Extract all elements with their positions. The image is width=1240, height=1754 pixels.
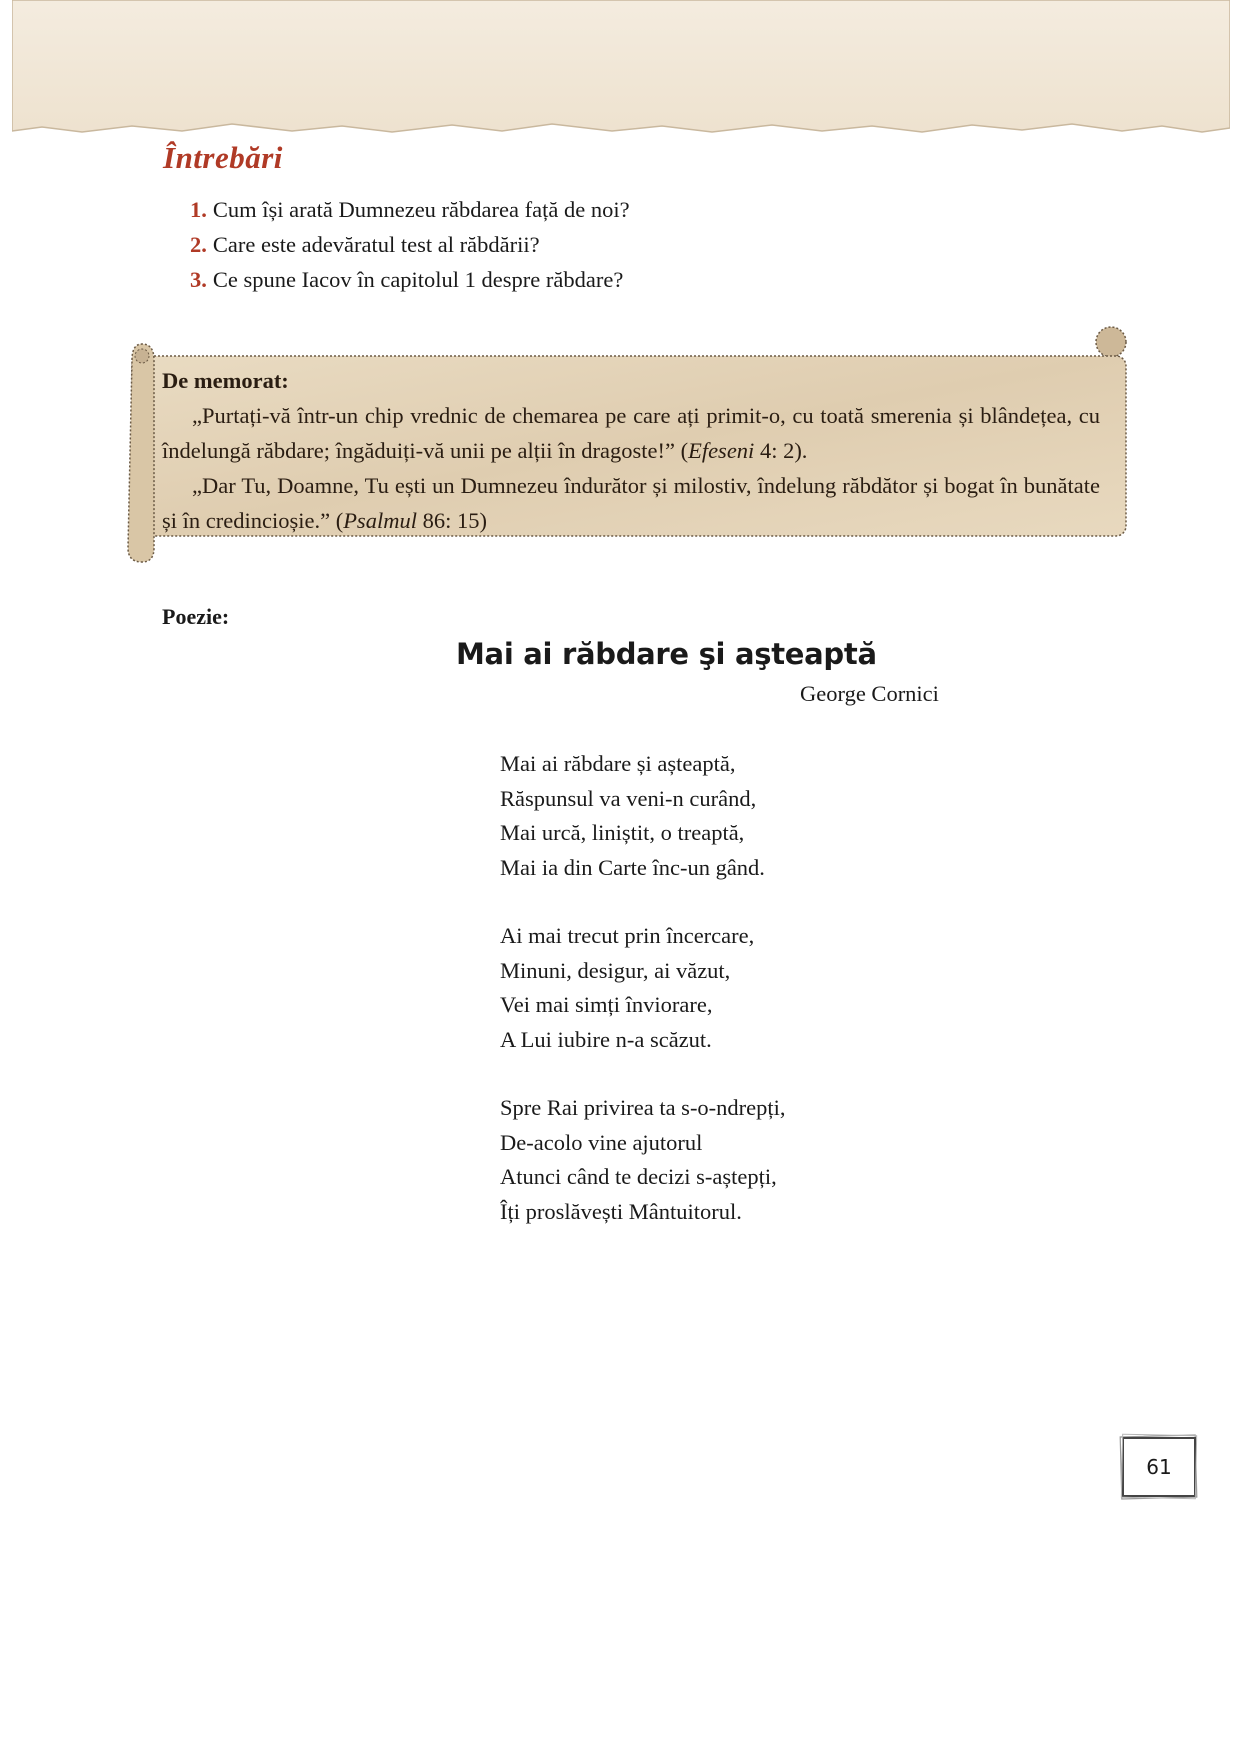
verse-reference-book: Efeseni	[688, 438, 755, 463]
memorize-title: De memorat:	[162, 368, 289, 393]
poem-line: Mai ia din Carte înc-un gând.	[500, 854, 765, 880]
poem-line: Mai ai răbdare și așteaptă,	[500, 751, 736, 776]
questions-heading: Întrebări	[163, 140, 283, 175]
question-item	[190, 227, 630, 262]
question-text: Cum își arată Dumnezeu răbdarea față de noi?	[212, 197, 630, 222]
question-number: 1.	[190, 197, 207, 222]
poem-title: Mai ai răbdare şi aşteaptă	[456, 637, 877, 671]
poem-line: Mai urcă, liniștit, o treaptă,	[500, 820, 745, 845]
memorize-box	[162, 363, 1100, 538]
poem-author: George Cornici	[800, 681, 939, 706]
poem-label: Poezie:	[162, 604, 230, 629]
poem-line: Atunci când te decizi s-aștepți,	[500, 1164, 777, 1189]
verse-reference: 86: 15)	[416, 508, 487, 533]
question-item	[190, 192, 630, 227]
poem-line: Spre Rai privirea ta s-o-ndrepți,	[500, 1095, 786, 1120]
poem-line: Îți proslăvești Mântuitorul.	[500, 1198, 742, 1224]
verse-reference-book: Psalmul	[343, 508, 417, 533]
question-item	[190, 262, 630, 297]
page-number: 61	[1146, 1455, 1172, 1479]
poem-line: A Lui iubire n-a scăzut.	[500, 1026, 712, 1052]
poem-stanza	[500, 747, 765, 885]
verse-text: „Dar Tu, Doamne, Tu ești un Dumnezeu îndurător și milostiv, îndelung răbdător și bogat în bunătate și în credincioșie.” (	[162, 473, 1100, 533]
poem-line: Ai mai trecut prin încercare,	[500, 923, 755, 948]
memory-verse	[162, 468, 1100, 538]
verse-reference: 4: 2).	[754, 438, 808, 463]
poem-line: Vei mai simți înviorare,	[500, 992, 713, 1017]
questions-list	[190, 192, 630, 297]
question-number: 2.	[190, 232, 207, 257]
question-text: Care este adevăratul test al răbdării?	[212, 232, 540, 257]
page-number-box	[1119, 1433, 1199, 1501]
top-paper-band	[12, 0, 1230, 150]
poem-line: De-acolo vine ajutorul	[500, 1129, 703, 1155]
poem-stanza	[500, 919, 754, 1057]
question-number: 3.	[190, 267, 207, 292]
poem-line: Răspunsul va veni-n curând,	[500, 785, 757, 811]
poem-stanza	[500, 1091, 786, 1229]
question-text: Ce spune Iacov în capitolul 1 despre răbdare?	[212, 267, 624, 292]
poem-line: Minuni, desigur, ai văzut,	[500, 957, 731, 983]
memory-verse	[162, 398, 1100, 468]
verse-text: „Purtați-vă într-un chip vrednic de chemarea pe care ați primit-o, cu toată smerenia și blândețea, cu îndelungă răbdare; îngăduiți-vă unii pe alții în dragoste!” (	[162, 403, 1100, 463]
